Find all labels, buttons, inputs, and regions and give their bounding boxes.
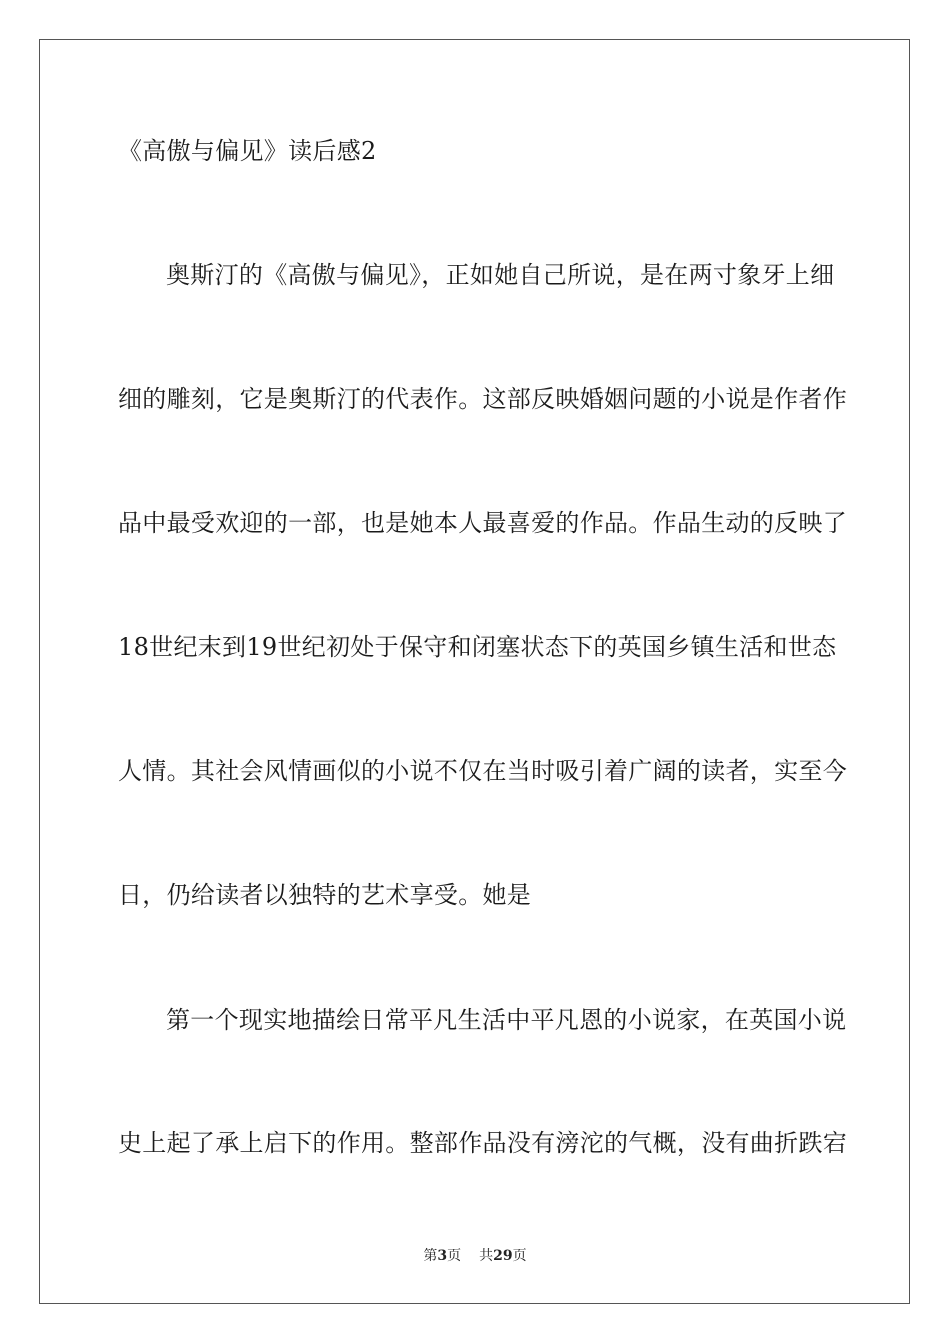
paragraph-line-6: 日，仍给读者以独特的艺术享受。她是 bbox=[118, 881, 532, 909]
paragraph-line-4: 18世纪末到19世纪初处于保守和闭塞状态下的英国乡镇生活和世态 bbox=[118, 633, 837, 661]
total-suffix: 页 bbox=[512, 1248, 527, 1264]
paragraph-line-1: 奥斯汀的《高傲与偏见》，正如她自己所说，是在两寸象牙上细 bbox=[166, 261, 835, 289]
paragraph-line-5: 人情。其社会风情画似的小说不仅在当时吸引着广阔的读者，实至今 bbox=[118, 757, 847, 785]
document-title: 《高傲与偏见》读后感2 bbox=[118, 137, 377, 165]
page-footer bbox=[0, 1247, 950, 1265]
total-prefix: 共 bbox=[479, 1248, 494, 1264]
paragraph-line-3: 品中最受欢迎的一部，也是她本人最喜爱的作品。作品生动的反映了 bbox=[118, 509, 847, 537]
page-border bbox=[39, 39, 910, 1304]
total-pages: 29 bbox=[493, 1248, 513, 1264]
page-suffix: 页 bbox=[447, 1248, 462, 1264]
page-prefix: 第 bbox=[423, 1248, 438, 1264]
page-number: 3 bbox=[437, 1248, 448, 1264]
paragraph-line-2: 细的雕刻，它是奥斯汀的代表作。这部反映婚姻问题的小说是作者作 bbox=[118, 385, 847, 413]
paragraph-line-7: 第一个现实地描绘日常平凡生活中平凡恩的小说家，在英国小说 bbox=[166, 1006, 847, 1034]
paragraph-line-8: 史上起了承上启下的作用。整部作品没有滂沱的气概，没有曲折跌宕 bbox=[118, 1129, 847, 1157]
